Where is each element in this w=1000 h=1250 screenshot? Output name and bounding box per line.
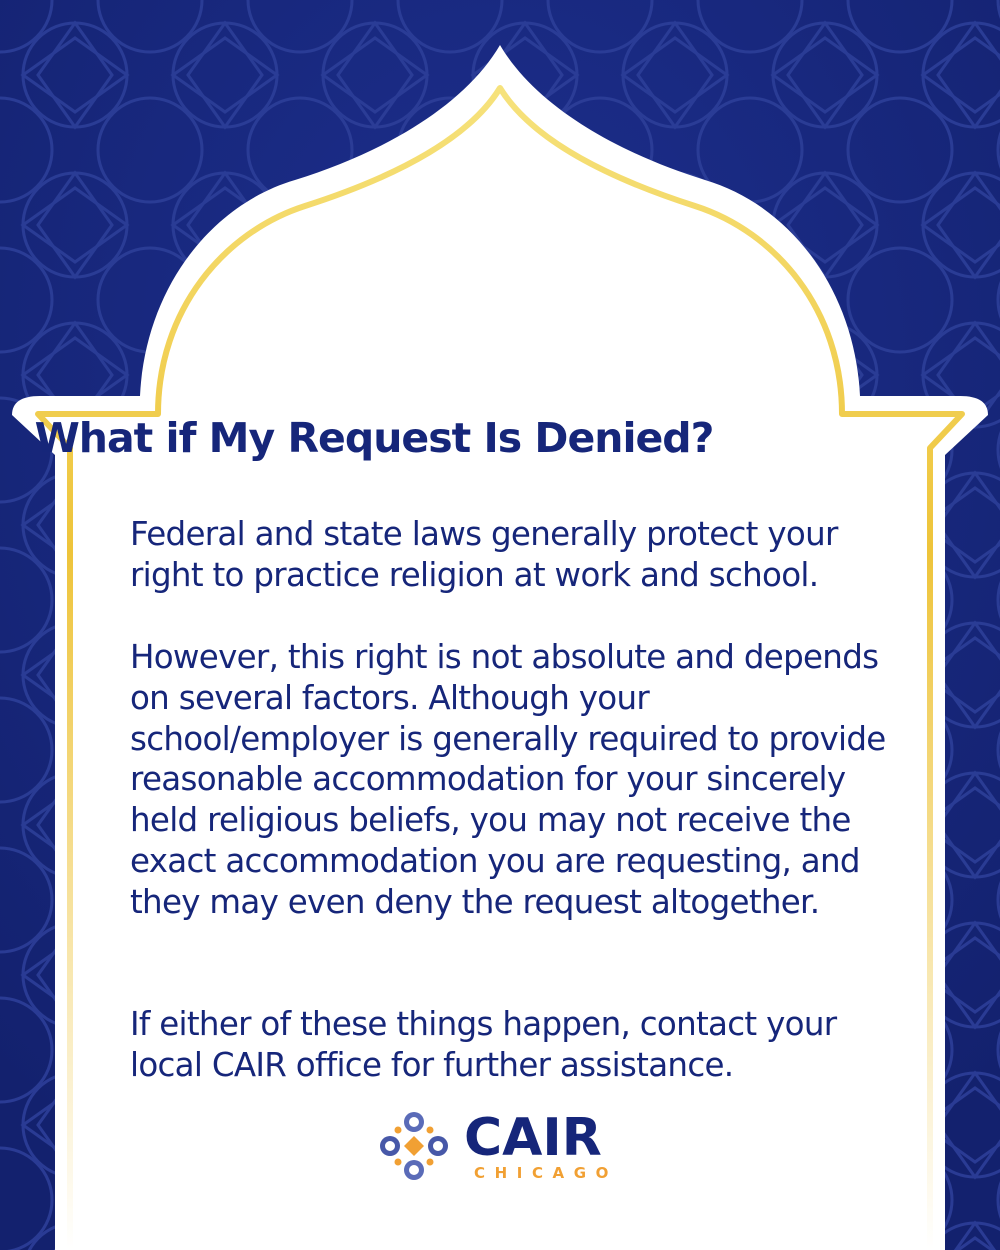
cair-emblem-icon [376, 1108, 452, 1184]
paragraph-right-not-absolute: However, this right is not absolute and depends on several factors. Although your school/employer is generally required to provide reasonable accommodation for your sincerely held religious beliefs, you may not receive the exact accommodation you are requesting, and they may even deny the request altogether. [130, 638, 886, 921]
cair-chicago-logo [376, 1108, 626, 1188]
logo-name: CAIR [464, 1108, 602, 1168]
paragraph-laws-protect: Federal and state laws generally protect your right to practice religion at work and school. [130, 515, 838, 594]
paragraph-contact-cair: If either of these things happen, contact your local CAIR office for further assistance. [130, 1005, 837, 1084]
body-content [130, 0, 890, 1250]
logo-subtitle: CHICAGO [474, 1164, 619, 1182]
page-title: What if My Request Is Denied? [34, 414, 714, 462]
